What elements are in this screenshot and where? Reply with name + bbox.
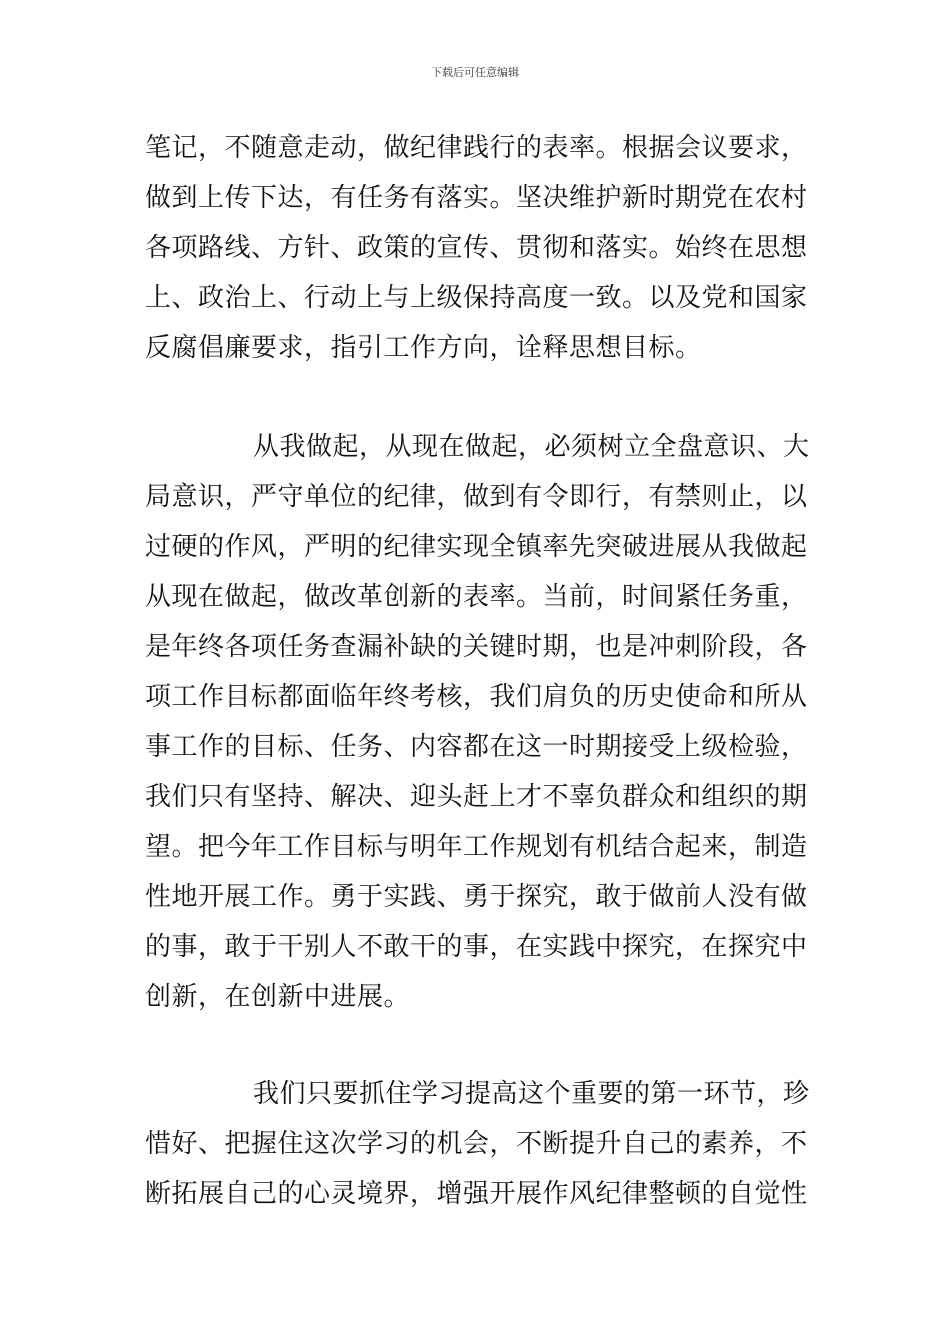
paragraph-line: 望。把今年工作目标与明年工作规划有机结合起来，制造 xyxy=(145,832,808,862)
paragraph-first-line: 从我做起，从现在做起，必须树立全盘意识、大 xyxy=(253,432,810,462)
paragraph-line: 过硬的作风，严明的纪律实现全镇率先突破进展从我做起 xyxy=(145,532,808,562)
paragraph-line: 创新，在创新中进展。 xyxy=(145,982,411,1012)
paragraph-line: 的事，敢于干别人不敢干的事，在实践中探究，在探究中 xyxy=(145,932,808,962)
paragraph-line: 笔记，不随意走动，做纪律践行的表率。根据会议要求， xyxy=(145,133,808,163)
paragraph-line: 做到上传下达，有任务有落实。坚决维护新时期党在农村 xyxy=(145,183,808,213)
paragraph-line: 从现在做起，做改革创新的表率。当前，时间紧任务重， xyxy=(145,582,808,612)
paragraph-3 xyxy=(145,1069,810,1219)
page-header: 下载后可任意编辑 xyxy=(431,66,519,79)
paragraph-line: 局意识，严守单位的纪律，做到有令即行，有禁则止，以 xyxy=(145,482,808,512)
paragraph-first-line: 我们只要抓住学习提高这个重要的第一环节，珍 xyxy=(253,1079,810,1109)
paragraph-line: 惜好、把握住这次学习的机会，不断提升自己的素养，不 xyxy=(145,1129,808,1159)
paragraph-1 xyxy=(145,123,807,373)
paragraph-2 xyxy=(145,422,810,1022)
paragraph-line: 是年终各项任务查漏补缺的关键时期，也是冲刺阶段，各 xyxy=(145,632,808,662)
paragraph-line: 各项路线、方针、政策的宣传、贯彻和落实。始终在思想 xyxy=(145,233,808,263)
paragraph-line: 上、政治上、行动上与上级保持高度一致。以及党和国家 xyxy=(145,283,808,313)
paragraph-line: 我们只有坚持、解决、迎头赶上才不辜负群众和组织的期 xyxy=(145,782,808,812)
paragraph-line: 项工作目标都面临年终考核，我们肩负的历史使命和所从 xyxy=(145,682,808,712)
paragraph-line: 性地开展工作。勇于实践、勇于探究，敢于做前人没有做 xyxy=(145,882,808,912)
paragraph-line: 反腐倡廉要求，指引工作方向，诠释思想目标。 xyxy=(145,333,702,363)
paragraph-line: 断拓展自己的心灵境界，增强开展作风纪律整顿的自觉性 xyxy=(145,1179,808,1209)
paragraph-line: 事工作的目标、任务、内容都在这一时期接受上级检验， xyxy=(145,732,808,762)
